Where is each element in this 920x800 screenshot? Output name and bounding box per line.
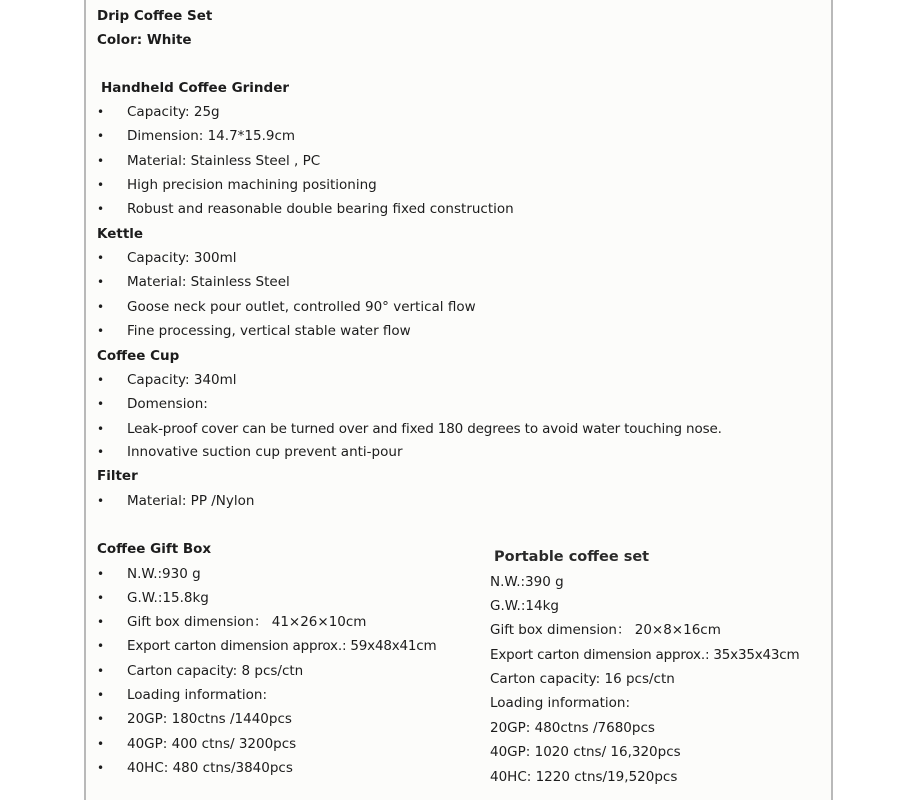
bullet-icon: • <box>97 251 105 265</box>
bullet-icon: • <box>97 154 105 168</box>
list-item-text: Material: PP /Nylon <box>127 493 255 509</box>
list-item-text: 40HC: 480 ctns/3840pcs <box>127 760 293 776</box>
bullet-icon: • <box>97 567 105 581</box>
list-item-text: Loading information: <box>127 687 268 703</box>
list-item <box>86 249 786 267</box>
list-item <box>86 492 786 510</box>
bullet-icon: • <box>97 422 105 436</box>
portable-item: Gift box dimension： 20×8×16cm <box>490 622 721 638</box>
list-item <box>86 176 786 194</box>
bullet-icon: • <box>97 761 105 775</box>
bullet-icon: • <box>97 445 105 459</box>
bullet-icon: • <box>97 688 105 702</box>
list-item <box>86 127 786 145</box>
list-item <box>86 735 476 753</box>
list-item <box>86 565 476 583</box>
bullet-icon: • <box>97 300 105 314</box>
bullet-icon: • <box>97 737 105 751</box>
list-item-text: Goose neck pour outlet, controlled 90° vertical flow <box>127 299 476 315</box>
list-item-text: G.W.:15.8kg <box>127 590 209 606</box>
bullet-icon: • <box>97 202 105 216</box>
list-item <box>86 637 476 655</box>
list-item-text: Capacity: 25g <box>127 104 220 120</box>
list-item-text: Material: Stainless Steel <box>127 274 290 290</box>
kettle-heading: Kettle <box>97 226 144 242</box>
portable-item: Export carton dimension approx.: 35x35x43cm <box>490 647 800 663</box>
bullet-icon: • <box>97 324 105 338</box>
bullet-icon: • <box>97 105 105 119</box>
list-item-text: N.W.:930 g <box>127 566 201 582</box>
list-item-text: Innovative suction cup prevent anti-pour <box>127 444 403 460</box>
list-item <box>86 443 786 461</box>
list-item <box>86 395 786 413</box>
gift-box-heading: Coffee Gift Box <box>97 541 212 557</box>
document-title: Drip Coffee Set <box>97 8 213 24</box>
list-item-text: 20GP: 180ctns /1440pcs <box>127 711 292 727</box>
list-item <box>86 273 786 291</box>
list-item <box>86 589 476 607</box>
portable-item: 40GP: 1020 ctns/ 16,320pcs <box>490 744 681 760</box>
list-item-text: Material: Stainless Steel , PC <box>127 153 321 169</box>
portable-heading: Portable coffee set <box>494 549 650 565</box>
cup-heading: Coffee Cup <box>97 348 180 364</box>
bullet-icon: • <box>97 591 105 605</box>
list-item <box>86 710 476 728</box>
list-item-text: Dimension: 14.7*15.9cm <box>127 128 296 144</box>
list-item <box>86 613 476 631</box>
portable-item: Loading information: <box>490 695 631 711</box>
list-item-text: High precision machining positioning <box>127 177 377 193</box>
list-item <box>86 662 476 680</box>
list-item <box>86 103 786 121</box>
bullet-icon: • <box>97 397 105 411</box>
bullet-icon: • <box>97 129 105 143</box>
list-item <box>86 322 786 340</box>
portable-item: 40HC: 1220 ctns/19,520pcs <box>490 769 678 785</box>
bullet-icon: • <box>97 664 105 678</box>
list-item-text: Carton capacity: 8 pcs/ctn <box>127 663 304 679</box>
bullet-icon: • <box>97 712 105 726</box>
bullet-icon: • <box>97 615 105 629</box>
list-item-text: 40GP: 400 ctns/ 3200pcs <box>127 736 297 752</box>
list-item <box>86 420 786 438</box>
list-item-text: Fine processing, vertical stable water flow <box>127 323 411 339</box>
document-page <box>84 0 833 800</box>
grinder-heading: Handheld Coffee Grinder <box>101 80 290 96</box>
bullet-icon: • <box>97 178 105 192</box>
portable-item: Carton capacity: 16 pcs/ctn <box>490 671 675 687</box>
list-item-text: Domension: <box>127 396 208 412</box>
portable-item: G.W.:14kg <box>490 598 559 614</box>
list-item-text: Export carton dimension approx.: 59x48x41cm <box>127 638 437 654</box>
list-item-text: Leak-proof cover can be turned over and fixed 180 degrees to avoid water touching nose. <box>127 421 722 437</box>
list-item <box>86 759 476 777</box>
list-item <box>86 152 786 170</box>
list-item <box>86 200 786 218</box>
portable-item: 20GP: 480ctns /7680pcs <box>490 720 655 736</box>
list-item-text: Robust and reasonable double bearing fixed construction <box>127 201 514 217</box>
list-item <box>86 686 476 704</box>
list-item <box>86 371 786 389</box>
bullet-icon: • <box>97 275 105 289</box>
bullet-icon: • <box>97 373 105 387</box>
list-item-text: Gift box dimension： 41×26×10cm <box>127 614 367 630</box>
filter-heading: Filter <box>97 468 138 484</box>
list-item <box>86 298 786 316</box>
bullet-icon: • <box>97 639 105 653</box>
bullet-icon: • <box>97 494 105 508</box>
list-item-text: Capacity: 340ml <box>127 372 237 388</box>
color-line: Color: White <box>97 32 192 48</box>
portable-item: N.W.:390 g <box>490 574 564 590</box>
list-item-text: Capacity: 300ml <box>127 250 237 266</box>
